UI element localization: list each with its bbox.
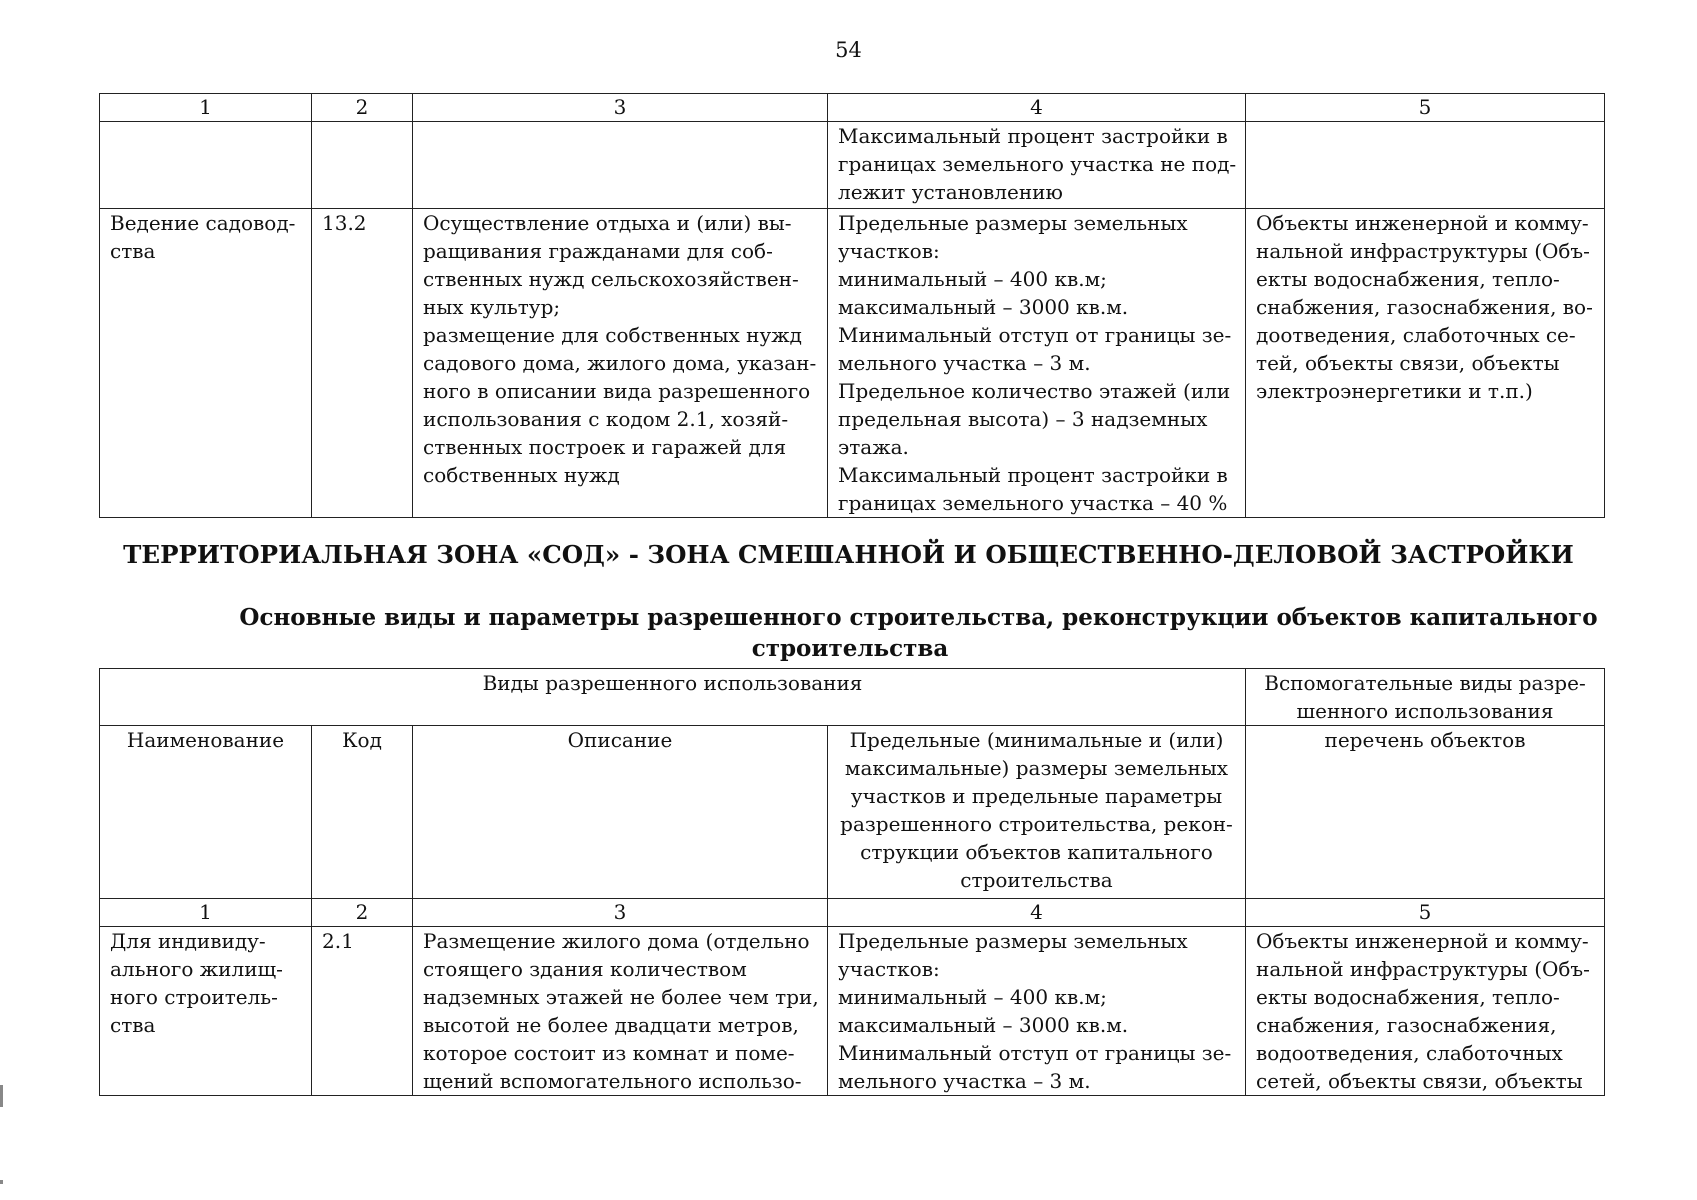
params-line: границах земельного участка не под- bbox=[838, 152, 1237, 176]
name-line: ства bbox=[110, 239, 156, 263]
name-line: ального жилищ- bbox=[110, 957, 283, 981]
description-line: Размещение жилого дома (отдельно bbox=[423, 929, 810, 953]
cell-params bbox=[828, 927, 1246, 1096]
column-number: 3 bbox=[413, 899, 828, 927]
column-number: 4 bbox=[828, 94, 1246, 122]
params-line: участков: bbox=[838, 957, 940, 981]
group-header-row bbox=[100, 669, 1605, 726]
group-header-aux bbox=[1246, 669, 1605, 726]
section-subtitle bbox=[0, 602, 1697, 664]
name-line: Ведение садовод- bbox=[110, 211, 296, 235]
name-line: Для индивиду- bbox=[110, 929, 266, 953]
aux-line: сетей, объекты связи, объекты bbox=[1256, 1069, 1583, 1093]
column-number: 5 bbox=[1246, 899, 1605, 927]
description-line: размещение для собственных нужд bbox=[423, 323, 802, 347]
cell-name bbox=[100, 927, 312, 1096]
description-line: садового дома, жилого дома, указан- bbox=[423, 351, 817, 375]
column-number: 3 bbox=[413, 94, 828, 122]
cell-description bbox=[413, 927, 828, 1096]
params-line: лежит установлению bbox=[838, 180, 1063, 204]
group-header-main: Виды разрешенного использования bbox=[100, 669, 1246, 726]
aux-line: нальной инфраструктуры (Объ- bbox=[1256, 957, 1590, 981]
aux-line: доотведения, слаботочных се- bbox=[1256, 323, 1576, 347]
aux-line: тей, объекты связи, объекты bbox=[1256, 351, 1560, 375]
description-line: использования с кодом 2.1, хозяй- bbox=[423, 407, 789, 431]
name-line: ства bbox=[110, 1013, 156, 1037]
header-line: шенного использования bbox=[1296, 699, 1554, 723]
column-number: 5 bbox=[1246, 94, 1605, 122]
cell-params bbox=[828, 122, 1246, 209]
column-number: 4 bbox=[828, 899, 1246, 927]
params-line: этажа. bbox=[838, 435, 909, 459]
description-line: Осуществление отдыха и (или) вы- bbox=[423, 211, 792, 235]
description-line: ственных нужд сельскохозяйствен- bbox=[423, 267, 799, 291]
header-line: участков и предельные параметры bbox=[850, 784, 1223, 808]
header-line: струкции объектов капитального bbox=[860, 840, 1213, 864]
name-line: ного строитель- bbox=[110, 985, 278, 1009]
column-number: 1 bbox=[100, 899, 312, 927]
header-line: Предельные (минимальные и (или) bbox=[849, 728, 1224, 752]
params-line: максимальный – 3000 кв.м. bbox=[838, 1013, 1129, 1037]
cell-aux bbox=[1246, 209, 1605, 518]
cell-name bbox=[100, 122, 312, 209]
cell-description bbox=[413, 122, 828, 209]
params-line: Предельное количество этажей (или bbox=[838, 379, 1231, 403]
params-line: Минимальный отступ от границы зе- bbox=[838, 1041, 1232, 1065]
params-line: Максимальный процент застройки в bbox=[838, 124, 1228, 148]
cell-code bbox=[312, 122, 413, 209]
cell-aux bbox=[1246, 927, 1605, 1096]
description-line: высотой не более двадцати метров, bbox=[423, 1013, 799, 1037]
cell-aux bbox=[1246, 122, 1605, 209]
header-aux: перечень объектов bbox=[1246, 726, 1605, 899]
scan-margin-mark bbox=[0, 1180, 3, 1184]
cell-code: 2.1 bbox=[312, 927, 413, 1096]
header-line: разрешенного строительства, рекон- bbox=[840, 812, 1233, 836]
header-code: Код bbox=[312, 726, 413, 899]
params-line: мельного участка – 3 м. bbox=[838, 1069, 1091, 1093]
aux-line: электроэнергетики и т.п.) bbox=[1256, 379, 1533, 403]
page-number: 54 bbox=[835, 38, 862, 62]
description-line: собственных нужд bbox=[423, 463, 620, 487]
subtitle-line: Основные виды и параметры разрешенного строительства, реконструкции объектов капитального bbox=[239, 604, 1598, 631]
cell-code: 13.2 bbox=[312, 209, 413, 518]
column-number: 1 bbox=[100, 94, 312, 122]
description-line: ных культур; bbox=[423, 295, 561, 319]
params-line: минимальный – 400 кв.м; bbox=[838, 985, 1107, 1009]
cell-name bbox=[100, 209, 312, 518]
params-line: участков: bbox=[838, 239, 940, 263]
table-row bbox=[100, 927, 1605, 1096]
aux-line: Объекты инженерной и комму- bbox=[1256, 929, 1589, 953]
column-header-row bbox=[100, 726, 1605, 899]
table-row bbox=[100, 122, 1605, 209]
params-line: Минимальный отступ от границы зе- bbox=[838, 323, 1232, 347]
params-line: максимальный – 3000 кв.м. bbox=[838, 295, 1129, 319]
description-line: стоящего здания количеством bbox=[423, 957, 747, 981]
aux-line: водоотведения, слаботочных bbox=[1256, 1041, 1563, 1065]
params-line: границах земельного участка – 40 % bbox=[838, 491, 1228, 515]
params-line: Максимальный процент застройки в bbox=[838, 463, 1228, 487]
description-line: ственных построек и гаражей для bbox=[423, 435, 787, 459]
header-line: строительства bbox=[960, 868, 1113, 892]
description-line: которое состоит из комнат и поме- bbox=[423, 1041, 795, 1065]
params-line: Предельные размеры земельных bbox=[838, 929, 1188, 953]
zone-table-continued bbox=[99, 93, 1605, 518]
cell-params bbox=[828, 209, 1246, 518]
cell-description bbox=[413, 209, 828, 518]
table-row bbox=[100, 209, 1605, 518]
description-line: ного в описании вида разрешенного bbox=[423, 379, 811, 403]
column-number: 2 bbox=[312, 899, 413, 927]
header-description: Описание bbox=[413, 726, 828, 899]
params-line: мельного участка – 3 м. bbox=[838, 351, 1091, 375]
header-line: Вспомогательные виды разре- bbox=[1264, 671, 1586, 695]
zone-table bbox=[99, 668, 1605, 1096]
params-line: Предельные размеры земельных bbox=[838, 211, 1188, 235]
column-number-row bbox=[100, 94, 1605, 122]
header-name: Наименование bbox=[100, 726, 312, 899]
description-line: надземных этажей не более чем три, bbox=[423, 985, 819, 1009]
aux-line: екты водоснабжения, тепло- bbox=[1256, 985, 1560, 1009]
aux-line: нальной инфраструктуры (Объ- bbox=[1256, 239, 1590, 263]
description-line: ращивания гражданами для соб- bbox=[423, 239, 773, 263]
aux-line: екты водоснабжения, тепло- bbox=[1256, 267, 1560, 291]
header-params bbox=[828, 726, 1246, 899]
params-line: предельная высота) – 3 надземных bbox=[838, 407, 1208, 431]
aux-line: Объекты инженерной и комму- bbox=[1256, 211, 1589, 235]
column-number-row bbox=[100, 899, 1605, 927]
zone-title: ТЕРРИТОРИАЛЬНАЯ ЗОНА «СОД» - ЗОНА СМЕШАННОЙ И ОБЩЕСТВЕННО-ДЕЛОВОЙ ЗАСТРОЙКИ bbox=[123, 540, 1574, 569]
description-line: щений вспомогательного использо- bbox=[423, 1069, 802, 1093]
params-line: минимальный – 400 кв.м; bbox=[838, 267, 1107, 291]
column-number: 2 bbox=[312, 94, 413, 122]
subtitle-line: строительства bbox=[751, 635, 949, 662]
aux-line: снабжения, газоснабжения, bbox=[1256, 1013, 1557, 1037]
scan-margin-mark bbox=[0, 1085, 3, 1107]
aux-line: снабжения, газоснабжения, во- bbox=[1256, 295, 1593, 319]
header-line: максимальные) размеры земельных bbox=[844, 756, 1229, 780]
